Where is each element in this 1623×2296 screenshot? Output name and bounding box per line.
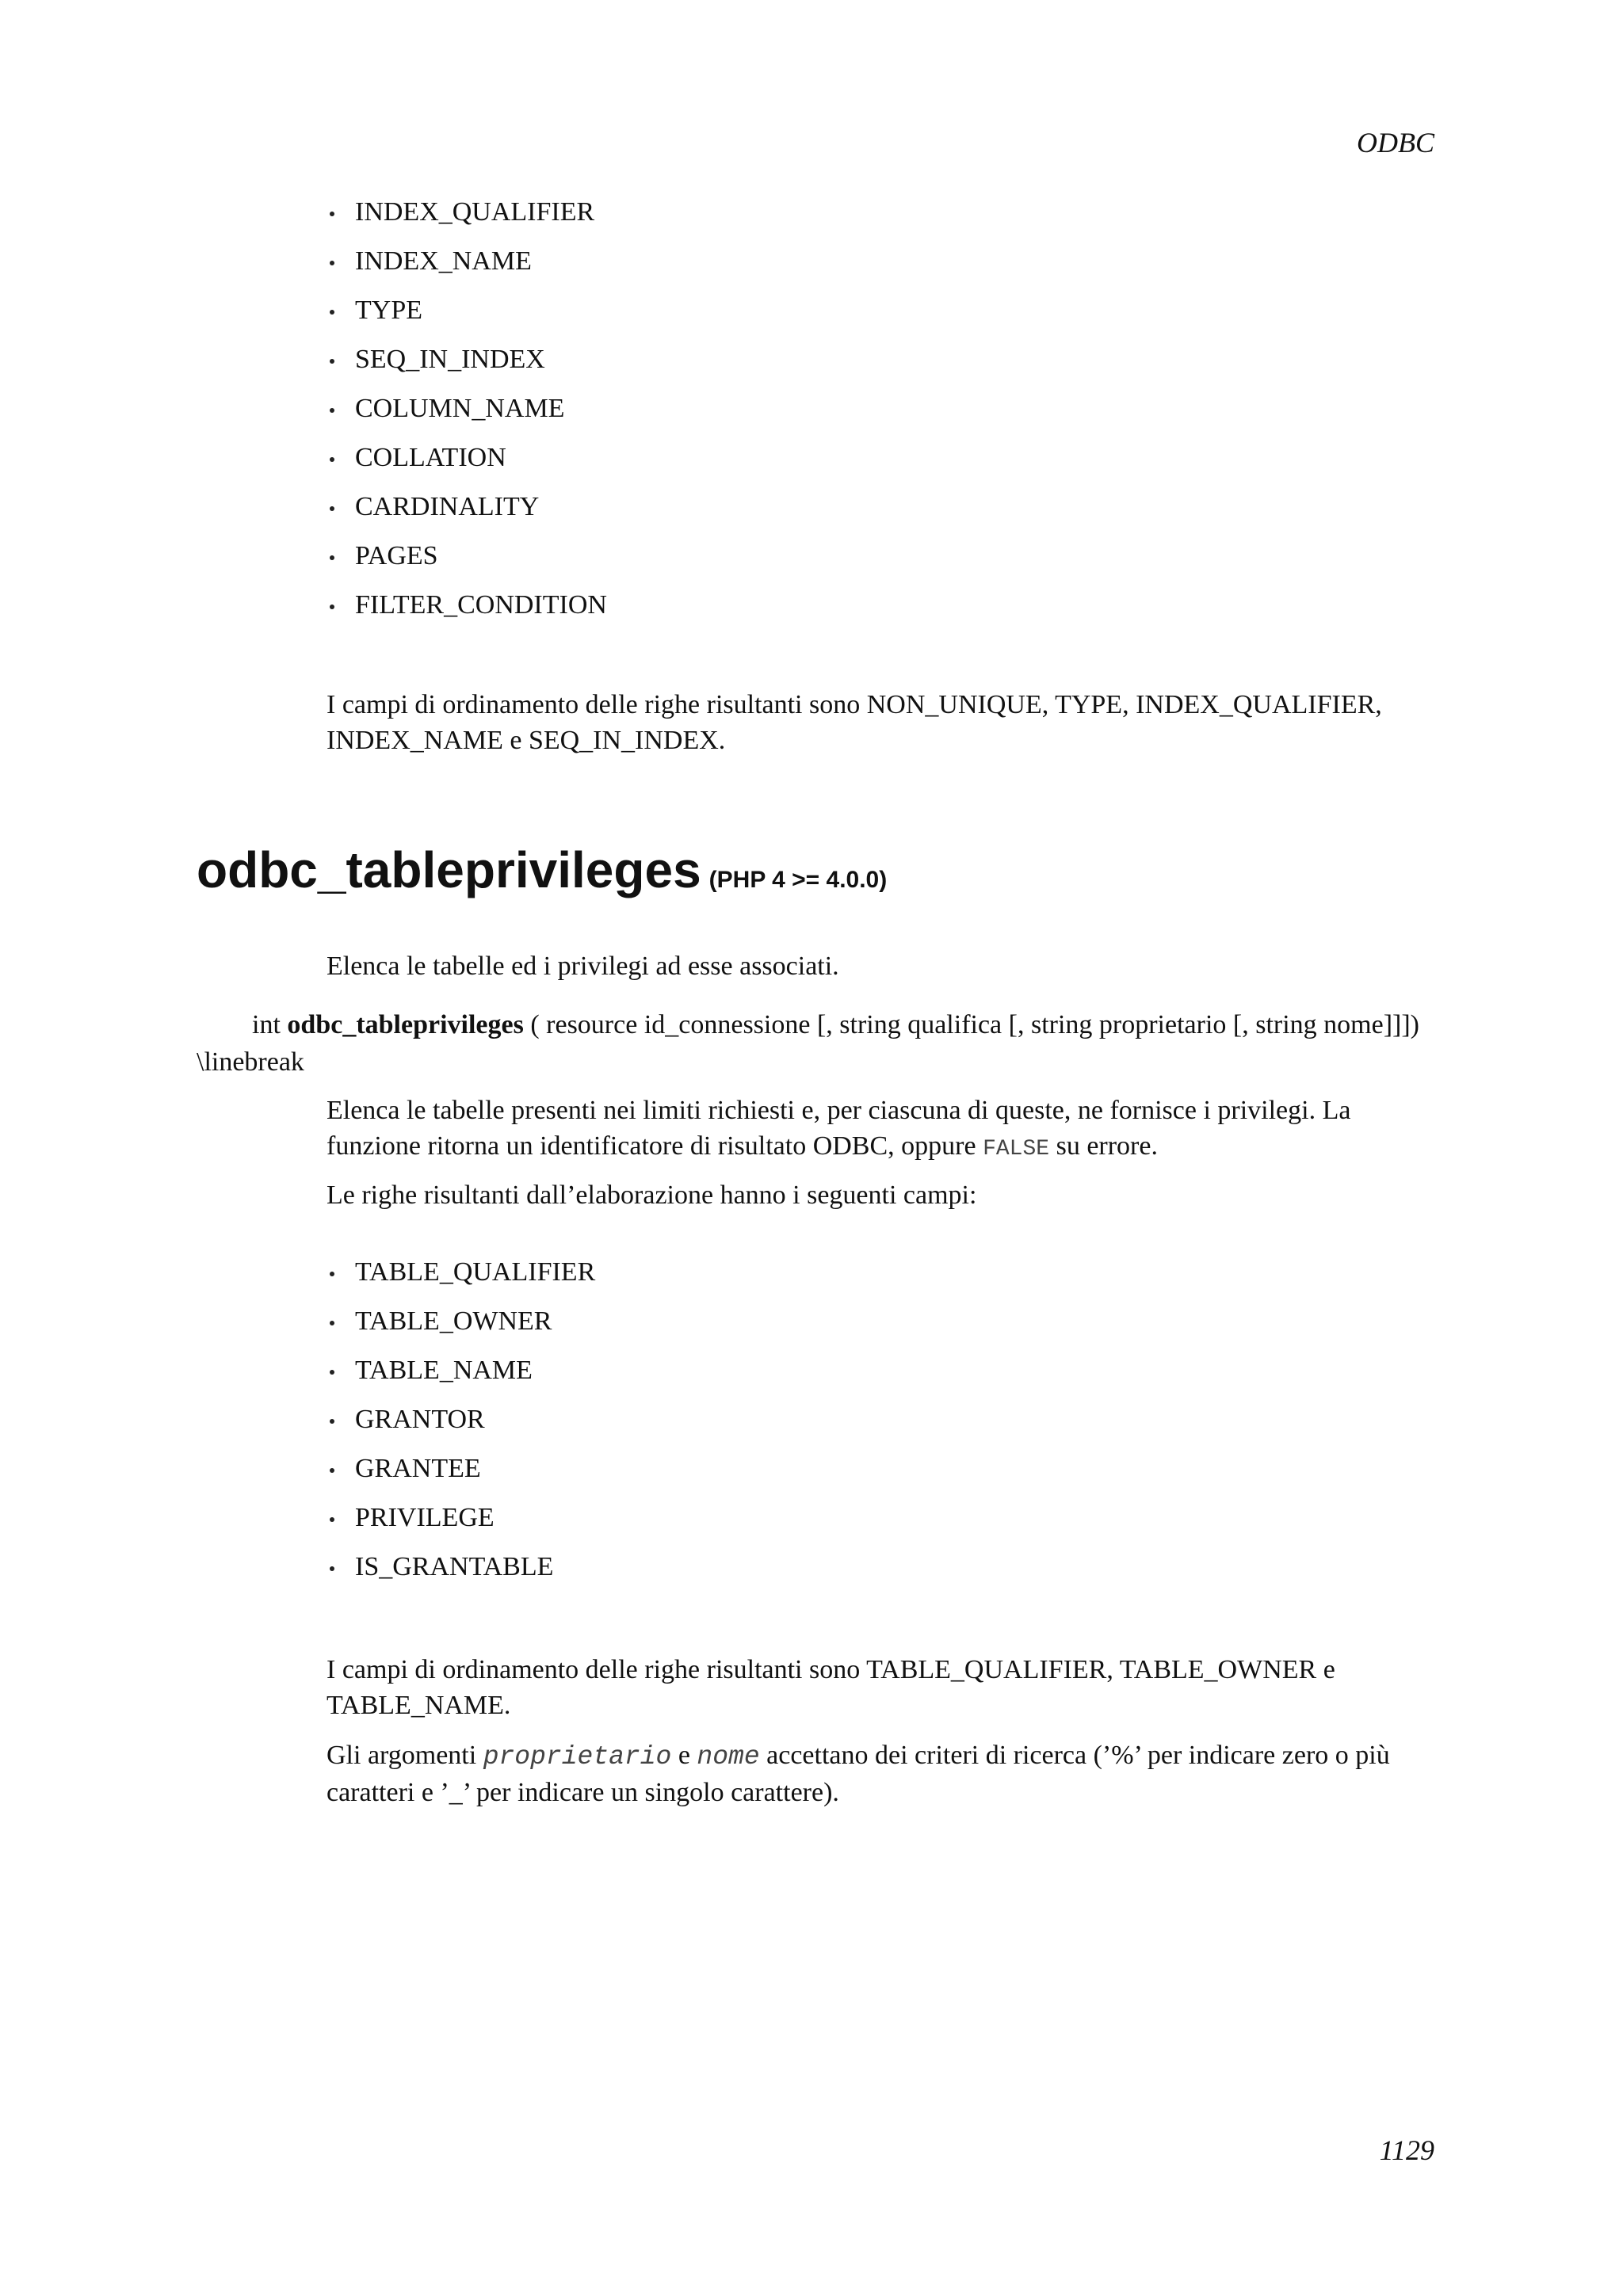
list-item: TABLE_OWNER (327, 1304, 1436, 1353)
index-fields-list (327, 195, 1436, 637)
list-item: PRIVILEGE (327, 1501, 1436, 1550)
param-nome: nome (697, 1742, 760, 1772)
function-heading (197, 838, 887, 902)
false-literal: FALSE (983, 1137, 1050, 1161)
list-item: GRANTEE (327, 1451, 1436, 1501)
linebreak-artifact: \linebreak (197, 1047, 304, 1077)
arguments-suffix: accettano dei criteri di ricerca (’%’ per indicare zero o più caratteri e ’_’ per indicare un singolo carattere). (327, 1741, 1390, 1807)
return-tail: su errore. (1056, 1131, 1158, 1161)
arguments-paragraph (327, 1737, 1436, 1810)
list-item: TABLE_NAME (327, 1353, 1436, 1402)
list-item: INDEX_NAME (327, 244, 1436, 293)
privilege-sort-paragraph: I campi di ordinamento delle righe risultanti sono TABLE_QUALIFIER, TABLE_OWNER e TABLE_NAME. (327, 1655, 1335, 1720)
return-text: Elenca le tabelle presenti nei limiti richiesti e, per ciascuna di queste, ne fornisce i privilegi. La funzione ritorna un identificatore di risultato ODBC, oppure (327, 1096, 1351, 1161)
index-sort-paragraph: I campi di ordinamento delle righe risultanti sono NON_UNIQUE, TYPE, INDEX_QUALIFIER, INDEX_NAME e SEQ_IN_INDEX. (327, 690, 1382, 755)
param-proprietario: proprietario (483, 1742, 672, 1772)
list-item: CARDINALITY (327, 490, 1436, 539)
list-item: SEQ_IN_INDEX (327, 342, 1436, 391)
synopsis-parameters: ( resource id_connessione [, string qualifica [, string proprietario [, string nome]]]) (530, 1010, 1419, 1039)
list-item: FILTER_CONDITION (327, 588, 1436, 637)
list-item: PAGES (327, 539, 1436, 588)
return-type: int (252, 1010, 281, 1039)
list-item: COLUMN_NAME (327, 391, 1436, 441)
synopsis-function-name: odbc_tableprivileges (287, 1010, 524, 1039)
return-description (327, 1093, 1436, 1167)
page-number: 1129 (1379, 2134, 1434, 2166)
fields-intro: Le righe risultanti dall’elaborazione hanno i seguenti campi: (327, 1180, 977, 1210)
function-title: odbc_tableprivileges (197, 841, 701, 898)
list-item: COLLATION (327, 441, 1436, 490)
php-version: (PHP 4 >= 4.0.0) (708, 867, 888, 893)
function-summary: Elenca le tabelle ed i privilegi ad esse associati. (327, 952, 839, 981)
privilege-fields-list (327, 1255, 1436, 1599)
arguments-conjunction: e (678, 1741, 690, 1770)
list-item: TABLE_QUALIFIER (327, 1255, 1436, 1304)
list-item: TYPE (327, 293, 1436, 342)
list-item: GRANTOR (327, 1402, 1436, 1451)
list-item: INDEX_QUALIFIER (327, 195, 1436, 244)
function-synopsis (197, 1006, 1438, 1081)
arguments-prefix: Gli argomenti (327, 1741, 477, 1770)
running-header: ODBC (1357, 127, 1434, 158)
list-item: IS_GRANTABLE (327, 1550, 1436, 1599)
